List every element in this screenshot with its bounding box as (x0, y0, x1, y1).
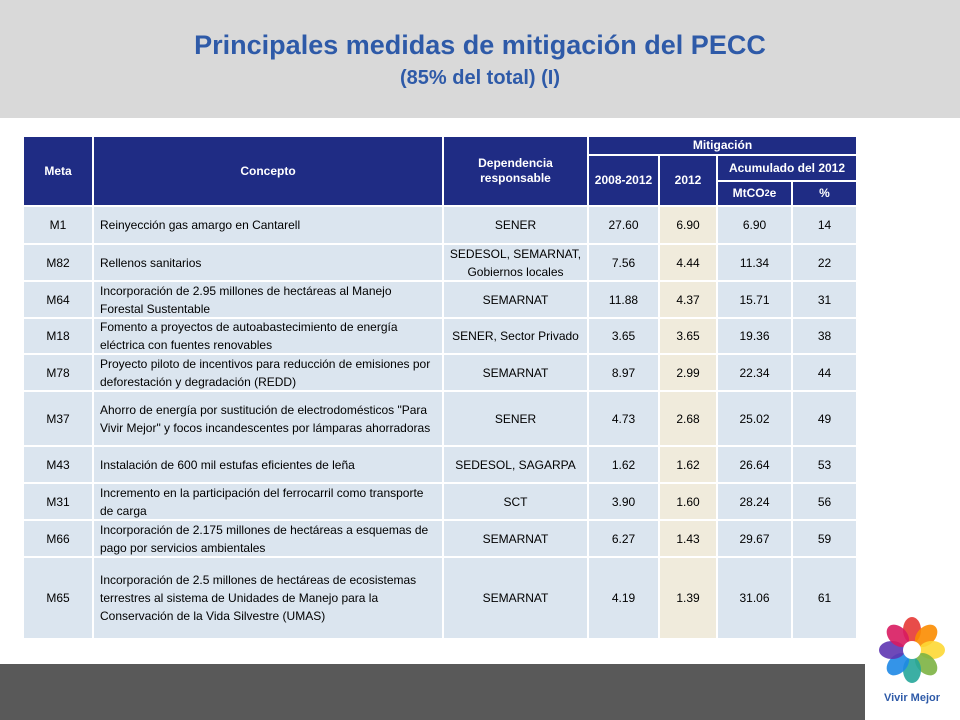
mitigation-table (24, 137, 856, 638)
cell-acumulado: 25.02 (718, 392, 791, 445)
header-mtco2e-suffix: e (769, 186, 777, 200)
column-2012-bottom (660, 637, 716, 638)
cell-dependencia: SEMARNAT (444, 355, 587, 390)
cell-dependencia: SCT (444, 484, 587, 519)
cell-pct: 61 (793, 558, 856, 638)
header-pct: % (793, 182, 856, 205)
cell-acumulado: 15.71 (718, 282, 791, 317)
cell-acumulado: 19.36 (718, 319, 791, 353)
cell-meta: M37 (24, 392, 92, 445)
cell-pct: 56 (793, 484, 856, 519)
slide-title: Principales medidas de mitigación del PECC (194, 30, 766, 60)
cell-acumulado: 6.90 (718, 207, 791, 243)
cell-2012: 4.37 (660, 282, 716, 317)
cell-2008-2012: 1.62 (589, 447, 658, 482)
cell-2012: 1.43 (660, 521, 716, 556)
cell-2008-2012: 3.65 (589, 319, 658, 353)
header-dependencia: Dependencia responsable (444, 137, 587, 205)
cell-concepto: Fomento a proyectos de autoabastecimiento de energía eléctrica con fuentes renovables (94, 319, 442, 353)
cell-2008-2012: 8.97 (589, 355, 658, 390)
cell-concepto: Instalación de 600 mil estufas eficientes de leña (94, 447, 442, 482)
header-meta: Meta (24, 137, 92, 205)
header-2012: 2012 (660, 156, 716, 205)
cell-pct: 22 (793, 245, 856, 280)
header-mtco2e-base: MtCO (732, 186, 765, 200)
cell-2008-2012: 3.90 (589, 484, 658, 519)
cell-2008-2012: 27.60 (589, 207, 658, 243)
header-mtco2e-subscript: 2 (764, 188, 770, 198)
cell-pct: 31 (793, 282, 856, 317)
cell-meta: M66 (24, 521, 92, 556)
cell-2012: 1.39 (660, 558, 716, 638)
cell-concepto: Ahorro de energía por sustitución de electrodomésticos "Para Vivir Mejor" y focos incandescentes por lámparas ahorradoras (94, 392, 442, 445)
cell-dependencia: SENER (444, 207, 587, 243)
cell-2008-2012: 4.19 (589, 558, 658, 638)
cell-meta: M65 (24, 558, 92, 638)
logo-center (903, 641, 921, 659)
slide-subtitle: (85% del total) (I) (399, 67, 560, 89)
cell-2012: 4.44 (660, 245, 716, 280)
cell-meta: M82 (24, 245, 92, 280)
cell-concepto: Rellenos sanitarios (94, 245, 442, 280)
cell-acumulado: 11.34 (718, 245, 791, 280)
cell-2012: 2.68 (660, 392, 716, 445)
cell-2012: 6.90 (660, 207, 716, 243)
vivir-mejor-logo (872, 612, 952, 712)
cell-acumulado: 22.34 (718, 355, 791, 390)
cell-meta: M64 (24, 282, 92, 317)
cell-meta: M78 (24, 355, 92, 390)
cell-dependencia: SENER, Sector Privado (444, 319, 587, 353)
cell-dependencia: SEDESOL, SEMARNAT, Gobiernos locales (444, 245, 587, 280)
slide-footer (0, 664, 865, 720)
cell-concepto: Incremento en la participación del ferrocarril como transporte de carga (94, 484, 442, 519)
cell-pct: 44 (793, 355, 856, 390)
cell-concepto: Incorporación de 2.95 millones de hectáreas al Manejo Forestal Sustentable (94, 282, 442, 317)
cell-pct: 49 (793, 392, 856, 445)
cell-concepto: Incorporación de 2.5 millones de hectáreas de ecosistemas terrestres al sistema de Unidades de Manejo para la Conservación de la Vida Silvestre (UMAS) (94, 558, 442, 638)
logo-text: Vivir Mejor (883, 692, 941, 704)
cell-pct: 59 (793, 521, 856, 556)
header-mitigacion: Mitigación (589, 137, 856, 154)
cell-dependencia: SENER (444, 392, 587, 445)
cell-meta: M31 (24, 484, 92, 519)
cell-2008-2012: 7.56 (589, 245, 658, 280)
header-concepto: Concepto (94, 137, 442, 205)
cell-concepto: Proyecto piloto de incentivos para reducción de emisiones por deforestación y degradación (REDD) (94, 355, 442, 390)
cell-acumulado: 26.64 (718, 447, 791, 482)
cell-acumulado: 31.06 (718, 558, 791, 638)
cell-meta: M43 (24, 447, 92, 482)
cell-pct: 38 (793, 319, 856, 353)
cell-meta: M18 (24, 319, 92, 353)
cell-2012: 2.99 (660, 355, 716, 390)
cell-pct: 14 (793, 207, 856, 243)
cell-pct: 53 (793, 447, 856, 482)
cell-2012: 3.65 (660, 319, 716, 353)
flower-logo-icon (872, 612, 952, 692)
cell-2008-2012: 6.27 (589, 521, 658, 556)
slide-header (0, 0, 960, 118)
cell-acumulado: 29.67 (718, 521, 791, 556)
cell-concepto: Reinyección gas amargo en Cantarell (94, 207, 442, 243)
cell-meta: M1 (24, 207, 92, 243)
cell-dependencia: SEMARNAT (444, 521, 587, 556)
cell-dependencia: SEDESOL, SAGARPA (444, 447, 587, 482)
cell-2008-2012: 11.88 (589, 282, 658, 317)
header-2008-2012: 2008-2012 (589, 156, 658, 205)
cell-dependencia: SEMARNAT (444, 282, 587, 317)
cell-2008-2012: 4.73 (589, 392, 658, 445)
header-mtco2e (718, 182, 791, 205)
cell-dependencia: SEMARNAT (444, 558, 587, 638)
cell-acumulado: 28.24 (718, 484, 791, 519)
cell-2012: 1.60 (660, 484, 716, 519)
cell-2012: 1.62 (660, 447, 716, 482)
cell-concepto: Incorporación de 2.175 millones de hectáreas a esquemas de pago por servicios ambientales (94, 521, 442, 556)
header-acumulado: Acumulado del 2012 (718, 156, 856, 180)
